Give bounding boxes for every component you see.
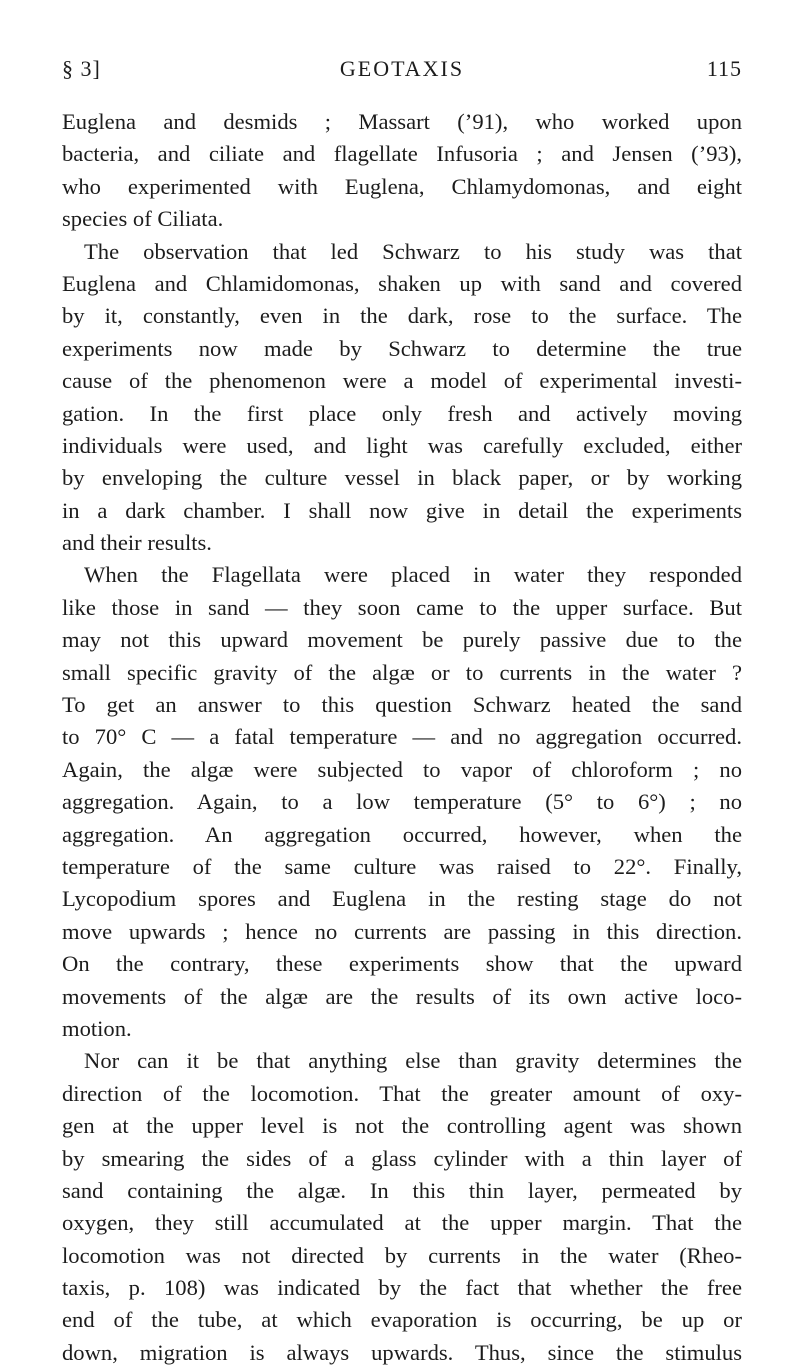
text-line: gation. In the first place only fresh and actively moving bbox=[62, 400, 742, 426]
text-line: by it, constantly, even in the dark, rose to the surface. The bbox=[62, 303, 742, 329]
text-line: experiments now made by Schwarz to determine the true bbox=[62, 335, 742, 361]
section-marker: § 3] bbox=[62, 56, 101, 81]
text-line: by smearing the sides of a glass cylinder with a thin layer of bbox=[62, 1145, 742, 1171]
text-line: motion. bbox=[62, 1015, 132, 1041]
text-line: On the contrary, these experiments show that the upward bbox=[62, 951, 742, 977]
text-line: Euglena and Chlamidomonas, shaken up with sand and covered bbox=[62, 270, 742, 296]
text-line: aggregation. An aggregation occurred, however, when the bbox=[62, 821, 742, 847]
text-line: species of Ciliata. bbox=[62, 206, 224, 232]
text-line: and their results. bbox=[62, 530, 212, 556]
text-line: to 70° C — a fatal temperature — and no aggregation occurred. bbox=[62, 724, 742, 750]
text-line: aggregation. Again, to a low temperature (5° to 6°) ; no bbox=[62, 789, 742, 815]
text-line: Lycopodium spores and Euglena in the resting stage do not bbox=[62, 886, 742, 912]
text-line: down, migration is always upwards. Thus, since the stimulus bbox=[62, 1339, 742, 1365]
text-line: Euglena and desmids ; Massart (’91), who worked upon bbox=[62, 109, 742, 134]
text-line: movements of the algæ are the results of its own active loco- bbox=[62, 983, 742, 1009]
text-line: Nor can it be that anything else than gravity determines the bbox=[84, 1048, 742, 1074]
running-header bbox=[62, 56, 742, 84]
text-line: The observation that led Schwarz to his study was that bbox=[84, 238, 742, 264]
page-number: 115 bbox=[706, 56, 742, 81]
text-line: taxis, p. 108) was indicated by the fact that whether the free bbox=[62, 1275, 742, 1301]
chapter-title: GEOTAXIS bbox=[339, 56, 465, 81]
text-line: gen at the upper level is not the controlling agent was shown bbox=[62, 1113, 742, 1139]
text-line: oxygen, they still accumulated at the upper margin. That the bbox=[62, 1210, 742, 1236]
text-line: To get an answer to this question Schwarz heated the sand bbox=[62, 692, 742, 718]
text-line: end of the tube, at which evaporation is occurring, be up or bbox=[62, 1307, 742, 1333]
text-line: in a dark chamber. I shall now give in detail the experiments bbox=[62, 497, 742, 523]
text-line: When the Flagellata were placed in water they responded bbox=[84, 562, 742, 588]
text-line: bacteria, and ciliate and flagellate Infusoria ; and Jensen (’93), bbox=[62, 141, 742, 167]
body-text bbox=[62, 106, 742, 1369]
text-line: who experimented with Euglena, Chlamydomonas, and eight bbox=[62, 173, 742, 199]
text-line: by enveloping the culture vessel in black paper, or by working bbox=[62, 465, 742, 491]
text-line: individuals were used, and light was carefully excluded, either bbox=[62, 432, 742, 458]
text-line: move upwards ; hence no currents are passing in this direction. bbox=[62, 918, 742, 944]
text-line: like those in sand — they soon came to the upper surface. But bbox=[62, 594, 742, 620]
text-line: may not this upward movement be purely passive due to the bbox=[62, 627, 742, 653]
text-line: cause of the phenomenon were a model of experimental investi- bbox=[62, 368, 742, 394]
text-line: temperature of the same culture was raised to 22°. Finally, bbox=[62, 853, 742, 879]
text-line: small specific gravity of the algæ or to currents in the water ? bbox=[62, 659, 742, 685]
text-line: sand containing the algæ. In this thin layer, permeated by bbox=[62, 1177, 742, 1203]
text-line: direction of the locomotion. That the greater amount of oxy- bbox=[62, 1080, 742, 1106]
text-line: locomotion was not directed by currents in the water (Rheo- bbox=[62, 1242, 742, 1268]
text-line: Again, the algæ were subjected to vapor of chloroform ; no bbox=[62, 756, 742, 782]
